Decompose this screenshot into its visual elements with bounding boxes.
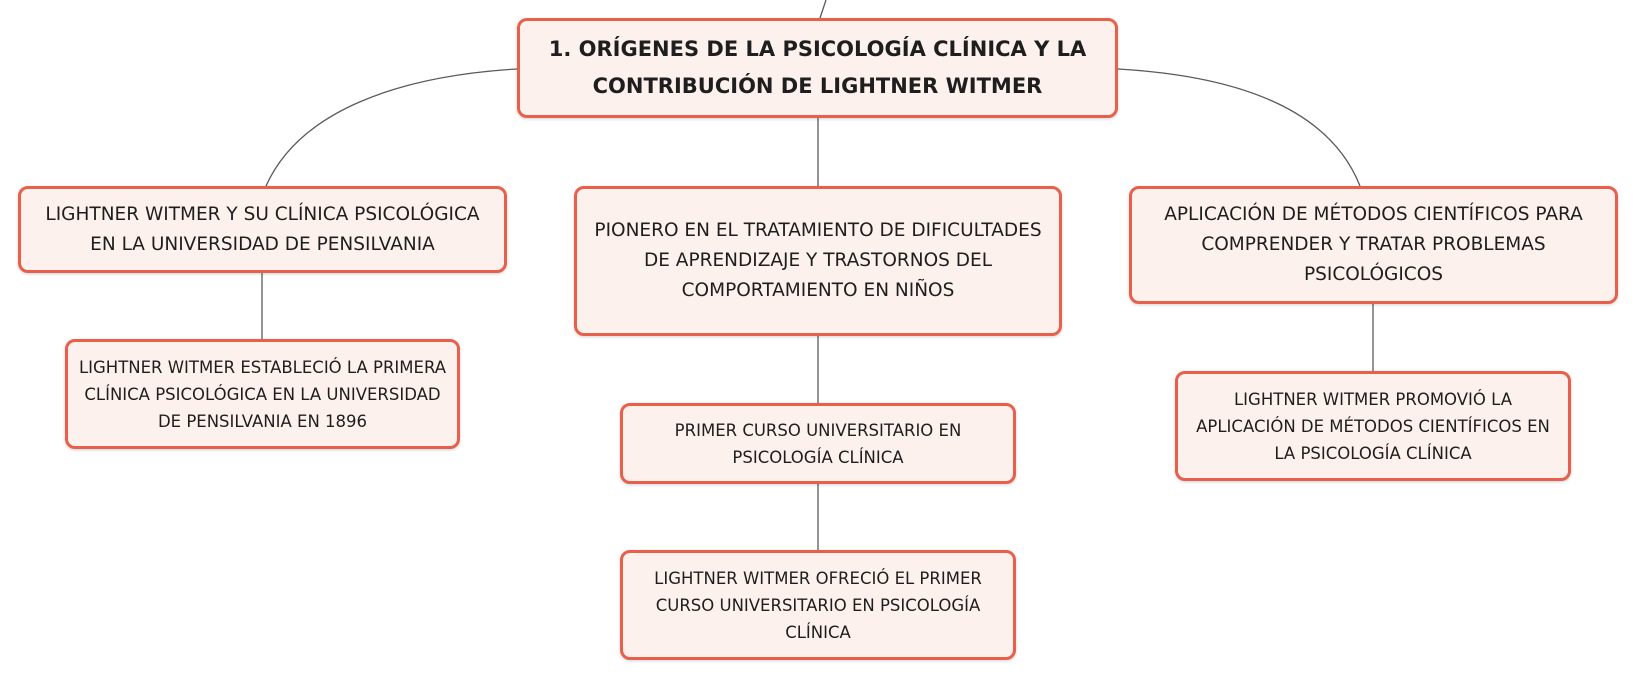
topic-label: PIONERO EN EL TRATAMIENTO DE DIFICULTADES DE APRENDIZAJE Y TRASTORNOS DEL COMPORTAMIENTO EN NIÑOS bbox=[594, 220, 1042, 301]
subtopic-label: PRIMER CURSO UNIVERSITARIO EN PSICOLOGÍA CLÍNICA bbox=[674, 420, 962, 467]
connector-root-to-right-branch bbox=[1118, 69, 1360, 186]
connector-root-to-left-branch bbox=[266, 69, 517, 186]
subtopic-label: LIGHTNER WITMER ESTABLECIÓ LA PRIMERA CLÍNICA PSICOLÓGICA EN LA UNIVERSIDAD DE PENSILVANIA EN 1896 bbox=[78, 357, 447, 431]
root-topic-label: 1. ORÍGENES DE LA PSICOLOGÍA CLÍNICA Y LA CONTRIBUCIÓN DE LIGHTNER WITMER bbox=[548, 37, 1087, 98]
topic-label: LIGHTNER WITMER Y SU CLÍNICA PSICOLÓGICA EN LA UNIVERSIDAD DE PENSILVANIA bbox=[45, 203, 480, 255]
subtopic-node-witmer-promoted-methods[interactable] bbox=[1175, 371, 1571, 481]
subtopic-label: LIGHTNER WITMER OFRECIÓ EL PRIMER CURSO UNIVERSITARIO EN PSICOLOGÍA CLÍNICA bbox=[654, 568, 982, 642]
subtopic-node-witmer-offered-course[interactable] bbox=[620, 550, 1016, 660]
topic-node-witmer-clinic[interactable] bbox=[18, 186, 507, 273]
topic-node-scientific-methods[interactable] bbox=[1129, 186, 1618, 304]
root-topic-node[interactable] bbox=[517, 18, 1118, 118]
connector-parent-to-root bbox=[820, 0, 826, 18]
subtopic-node-first-course[interactable] bbox=[620, 403, 1016, 484]
subtopic-node-first-clinic-1896[interactable] bbox=[65, 339, 460, 449]
topic-label: APLICACIÓN DE MÉTODOS CIENTÍFICOS PARA COMPRENDER Y TRATAR PROBLEMAS PSICOLÓGICOS bbox=[1164, 204, 1583, 285]
topic-node-pioneer-treatment[interactable] bbox=[574, 186, 1062, 336]
subtopic-label: LIGHTNER WITMER PROMOVIÓ LA APLICACIÓN DE MÉTODOS CIENTÍFICOS EN LA PSICOLOGÍA CLÍNICA bbox=[1196, 389, 1550, 463]
